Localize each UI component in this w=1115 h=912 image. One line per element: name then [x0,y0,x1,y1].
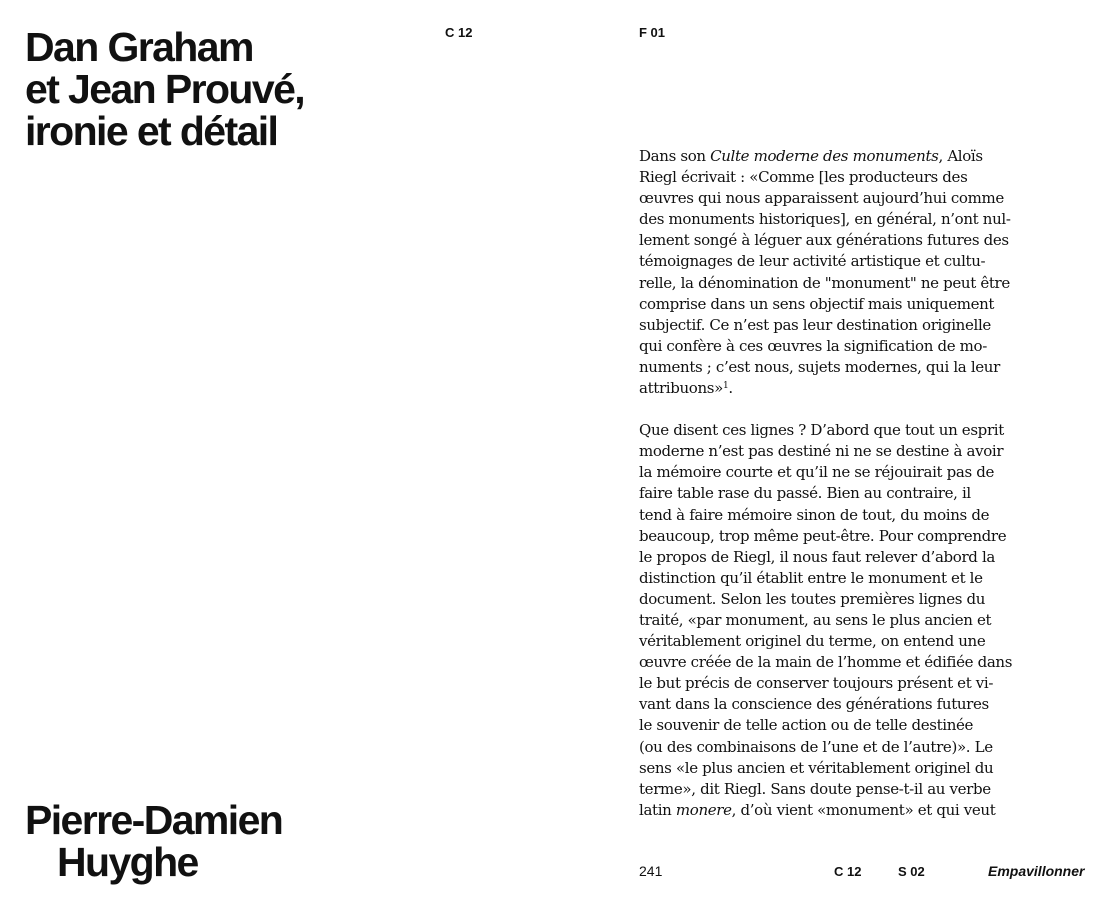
text-line: Que disent ces lignes ? D’abord que tout un esprit [639,421,1004,440]
text-line: document. Selon les toutes premières lignes du [639,589,986,608]
latin-word: monere [675,800,732,819]
text-line: subjectif. Ce n’est pas leur destination originelle [639,315,991,334]
text-line: latin monere, d’où vient «monument» et qui veut [639,800,996,819]
text-line: la mémoire courte et qu’il ne se réjouirait pas de [639,463,995,482]
text-line: attribuons»$^1$. [639,379,733,398]
text-line: le propos de Riegl, il nous faut relever d’abord la [639,547,996,566]
text-line: Riegl écrivait : «Comme [les producteurs des [639,168,968,187]
journal-name: Empavillonner [988,863,1085,879]
footnote-marker[interactable]: 1 [722,381,729,392]
text-line: qui confère à ces œuvres la signification de mo- [639,336,987,355]
text-line: tend à faire mémoire sinon de tout, du moins de [639,505,990,524]
author-name [25,799,282,883]
text-line: témoignages de leur activité artistique et cultu- [639,252,986,271]
text-line: faire table rase du passé. Bien au contraire, il [639,484,971,503]
paragraph-1 [639,146,1069,399]
text-line: traité, «par monument, au sens le plus ancien et [639,610,992,629]
title-line: ironie et détail [25,108,278,154]
text-line: numents ; c’est nous, sujets modernes, qui la leur [639,357,1000,376]
section-code-right: F 01 [639,25,666,40]
body-text [639,146,1069,821]
text-line: le souvenir de telle action ou de telle destinée [639,716,974,735]
text-line: moderne n’est pas destiné ni ne se destine à avoir [639,442,1004,461]
page-number: 241 [639,863,663,879]
text-line: Dans son Culte moderne des monuments, Aloïs [639,147,983,165]
author-line: Huyghe [57,839,198,885]
text-line: comprise dans un sens objectif mais uniquement [639,294,995,313]
text-line: beaucoup, trop même peut-être. Pour comprendre [639,526,1007,545]
author-line: Pierre-Damien [25,797,283,843]
text-line: relle, la dénomination de "monument" ne peut être [639,273,1010,292]
text-line: vant dans la conscience des générations futures [639,695,989,714]
text-line: des monuments historiques], en général, n’ont nul- [639,210,1011,229]
text-line: terme», dit Riegl. Sans doute pense-t-il au verbe [639,779,991,798]
footer-code-c: C 12 [834,864,862,879]
footer-code-s: S 02 [898,864,925,879]
text-line: œuvres qui nous apparaissent aujourd’hui comme [639,189,1004,208]
text-line: le but précis de conserver toujours présent et vi- [639,674,994,693]
book-title: Culte moderne des monuments [710,147,939,165]
section-code-left: C 12 [445,25,473,40]
title-line: Dan Graham [25,24,253,70]
text-line: véritablement originel du terme, on entend une [639,632,986,651]
text-line: œuvre créée de la main de l’homme et édifiée dans [639,653,1013,672]
paragraph-2 [639,420,1069,821]
text-line: lement songé à léguer aux générations futures des [639,231,1009,250]
title-line: et Jean Prouvé, [25,66,305,112]
article-title [25,26,304,152]
text-line: (ou des combinaisons de l’une et de l’autre)». Le [639,737,993,756]
text-line: sens «le plus ancien et véritablement originel du [639,758,994,777]
text-line: distinction qu’il établit entre le monument et le [639,568,983,587]
